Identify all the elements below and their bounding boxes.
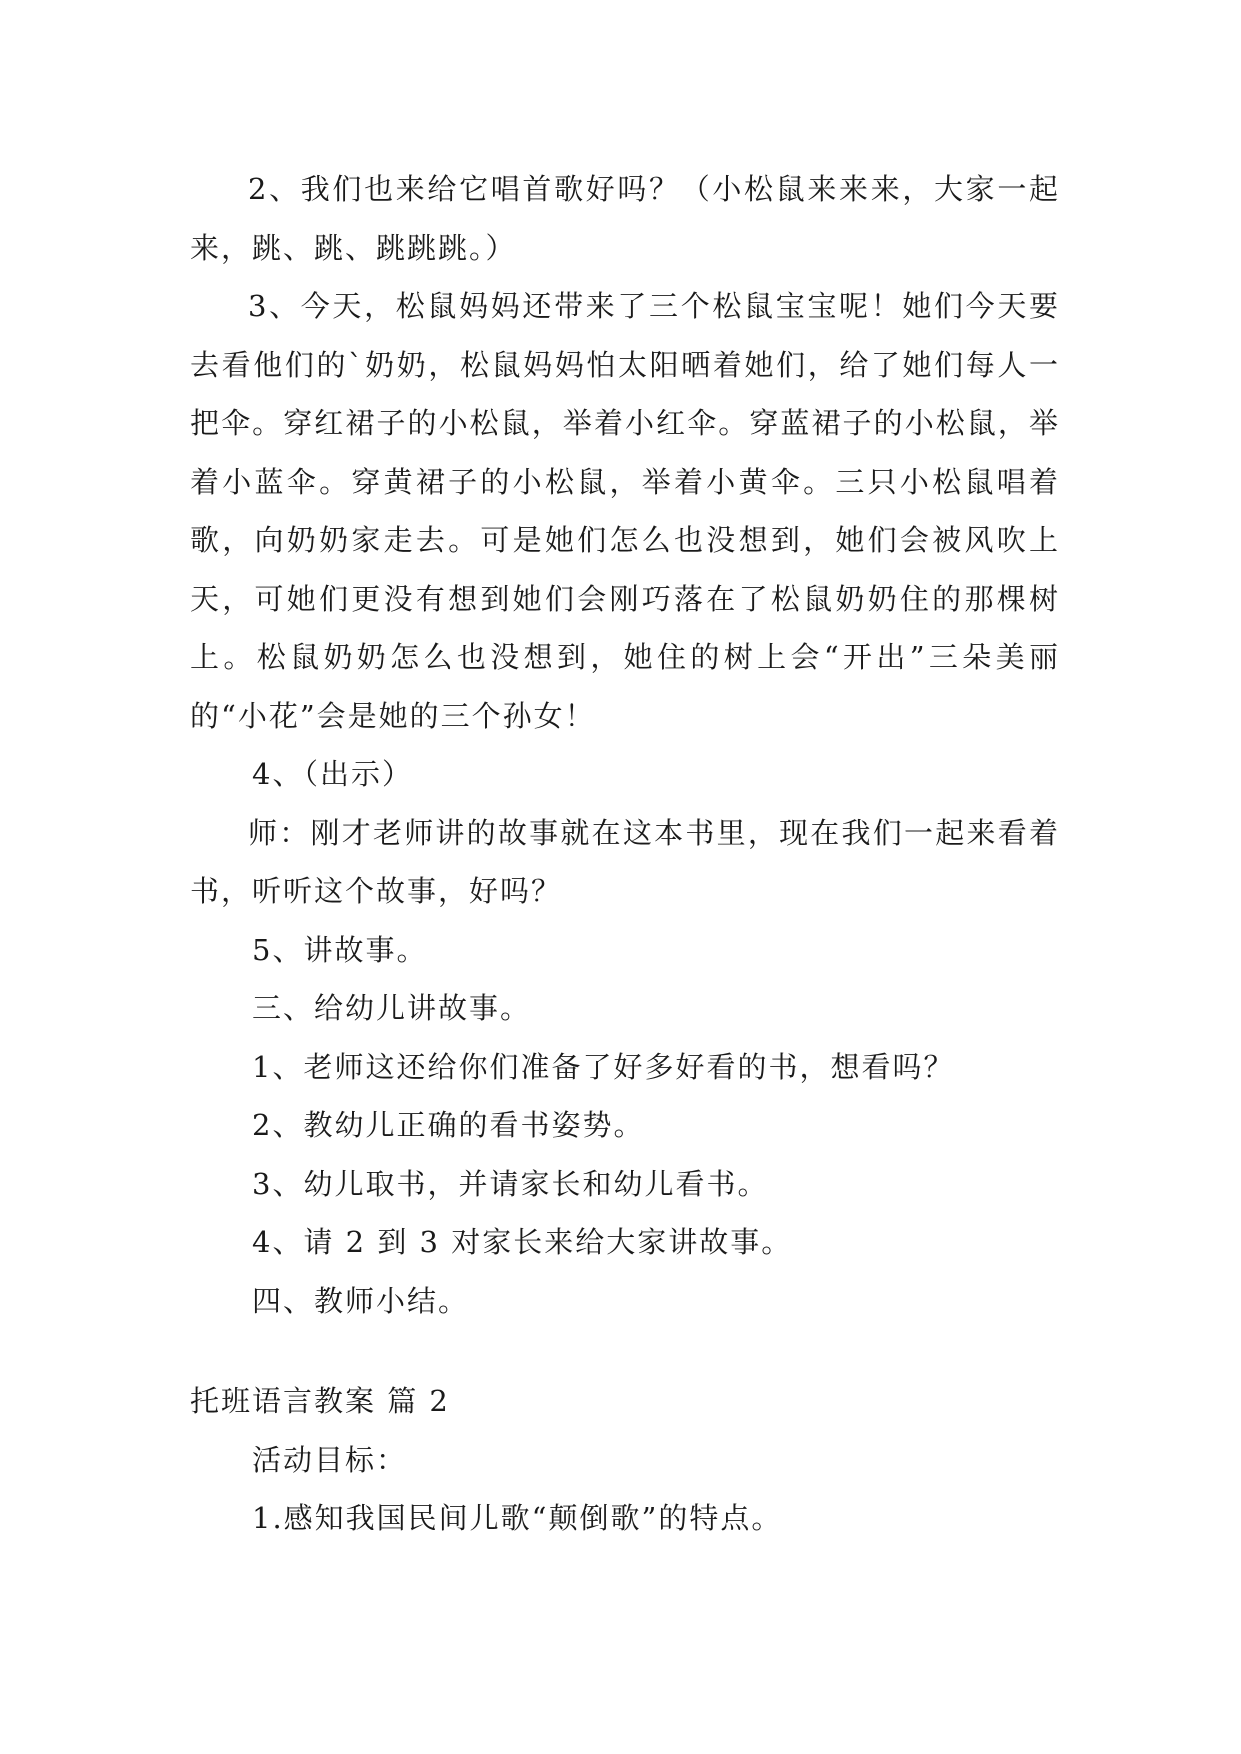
document-body xyxy=(190,160,1060,1548)
paragraph-teacher: 师：刚才老师讲的故事就在这本书里，现在我们一起来看着书，听听这个故事，好吗？ xyxy=(190,815,1060,908)
list-item: 1、老师这还给你们准备了好多好看的书，想看吗？ xyxy=(252,1049,955,1084)
list-item: 3、幼儿取书，并请家长和幼儿看书。 xyxy=(252,1166,769,1201)
section-title: 托班语言教案 篇 2 xyxy=(190,1384,450,1418)
section-four-heading: 四、教师小结。 xyxy=(252,1283,470,1318)
objectives-label: 活动目标： xyxy=(252,1442,408,1477)
paragraph-story: 3、今天，松鼠妈妈还带来了三个松鼠宝宝呢！她们今天要去看他们的`奶奶，松鼠妈妈怕太阳晒着她们，给了她们每人一把伞。穿红裙子的小松鼠，举着小红伞。穿蓝裙子的小松鼠，举着小蓝伞。穿黄裙子的小松鼠，举着小黄伞。三只小松鼠唱着歌，向奶奶家走去。可是她们怎么也没想到，她们会被风吹上天，可她们更没有想到她们会刚巧落在了松鼠奶奶住的那棵树上。松鼠奶奶怎么也没想到，她住的树上会“开出”三朵美丽的“小花”会是她的三个孙女！ xyxy=(190,289,1060,733)
objective-item: 1.感知我国民间儿歌“颠倒歌”的特点。 xyxy=(252,1501,783,1535)
paragraph-song: 2、我们也来给它唱首歌好吗？（小松鼠来来来，大家一起来，跳、跳、跳跳跳。） xyxy=(190,172,1060,265)
paragraph-tell-story: 5、讲故事。 xyxy=(252,932,428,967)
list-item: 4、请 2 到 3 对家长来给大家讲故事。 xyxy=(252,1225,793,1259)
paragraph-show: 4、（出示） xyxy=(252,757,413,791)
list-item: 2、教幼儿正确的看书姿势。 xyxy=(252,1108,645,1142)
section-three-heading: 三、给幼儿讲故事。 xyxy=(252,991,532,1025)
